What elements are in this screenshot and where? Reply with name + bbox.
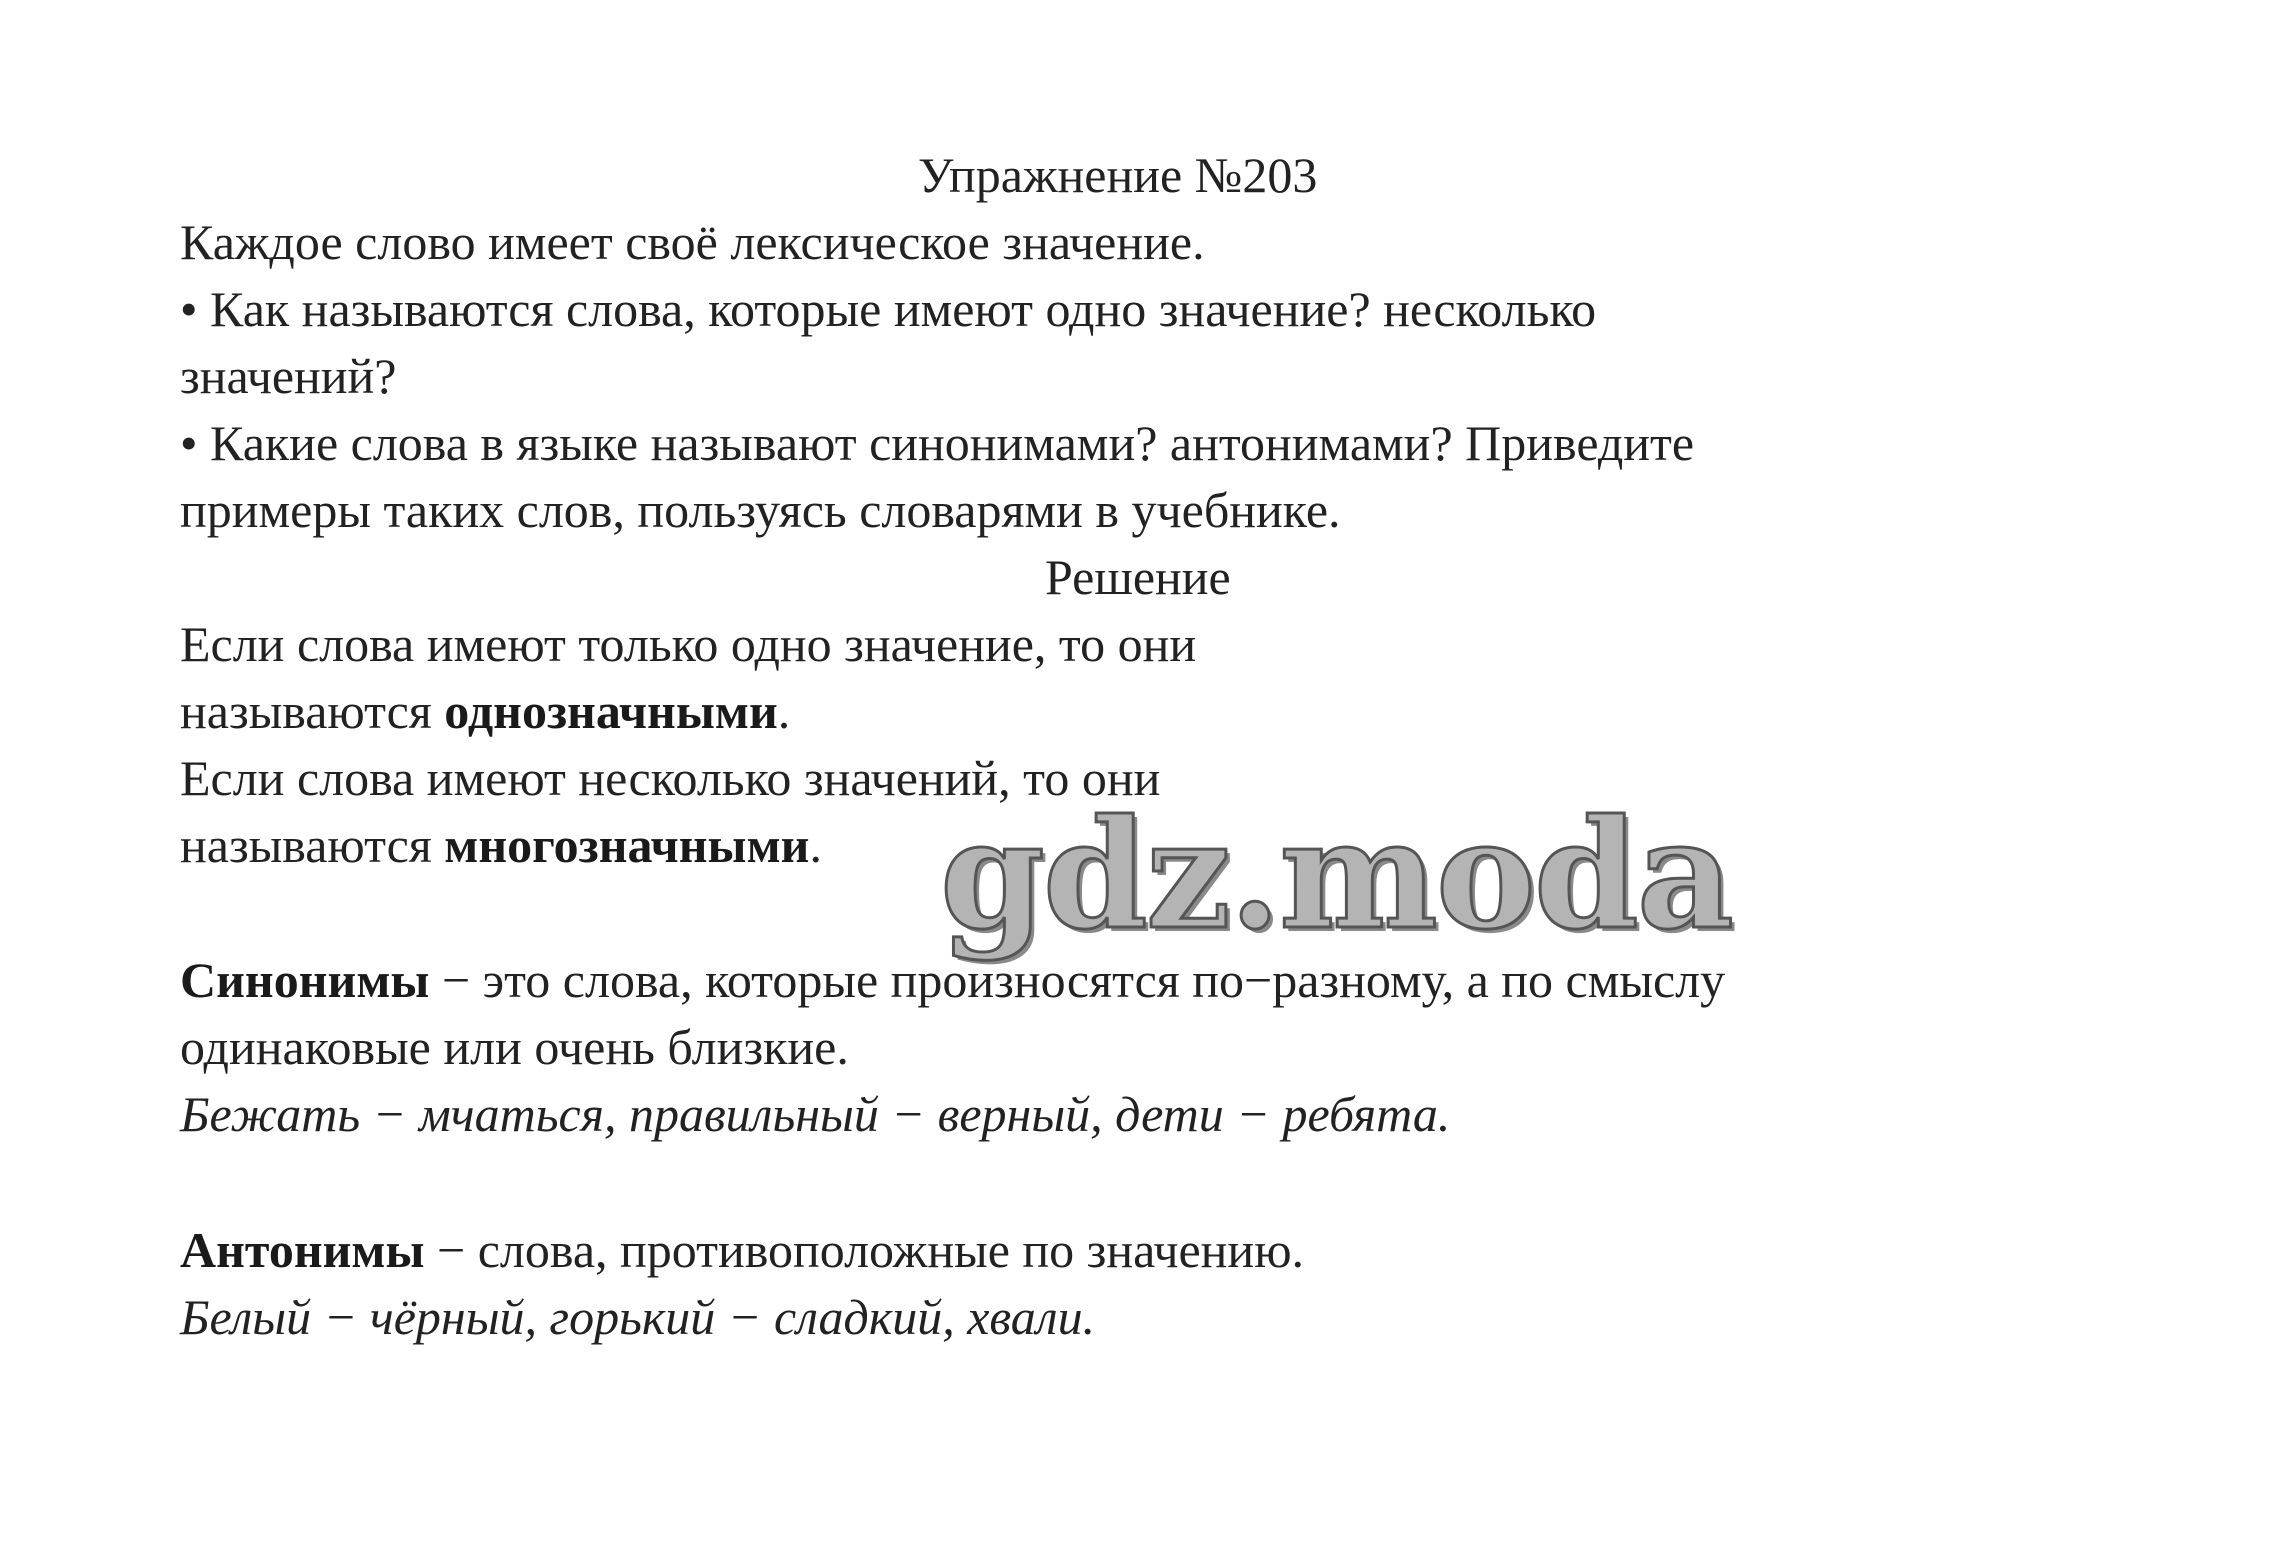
exercise-title: Упражнение №203 [918,147,1318,203]
synonyms-term: Синонимы [180,952,430,1008]
question-1-line-1: • Как называются слова, которые имеют одно значение? несколько [180,281,1597,337]
single-meaning-suffix: . [777,683,791,739]
antonyms-examples: Белый − чёрный, горький − сладкий, хвали. [180,1289,1096,1345]
multi-meaning-line-1: Если слова имеют несколько значений, то они [180,750,1161,806]
single-meaning-prefix: называются [180,683,445,739]
single-meaning-line-1: Если слова имеют только одно значение, то они [180,616,1197,672]
multi-meaning-prefix: называются [180,817,445,873]
antonyms-term: Антонимы [180,1222,425,1278]
synonyms-examples: Бежать − мчаться, правильный − верный, дети − ребята. [180,1086,1451,1142]
multi-meaning-line-2 [180,815,822,875]
question-1-line-2: значений? [180,348,397,404]
multi-meaning-suffix: . [809,817,822,873]
question-2-line-2: примеры таких слов, пользуясь словарями в учебнике. [180,482,1341,538]
antonyms-definition-line [180,1220,1304,1280]
multi-meaning-term: многозначными [444,817,810,873]
antonyms-definition: − слова, противоположные по значению. [424,1222,1305,1278]
solution-heading: Решение [1045,549,1231,605]
single-meaning-term: однозначными [444,683,778,739]
synonyms-definition-line-2: одинаковые или очень близкие. [180,1019,849,1075]
exercise-intro: Каждое слово имеет своё лексическое значение. [180,214,1205,270]
synonyms-definition: − это слова, которые произносятся по−разному, а по смыслу [429,952,1726,1008]
question-2-line-1: • Какие слова в языке называют синонимами? антонимами? Приведите [180,415,1695,471]
watermark-logo: gdz.moda [940,787,1733,963]
single-meaning-line-2 [180,681,790,741]
